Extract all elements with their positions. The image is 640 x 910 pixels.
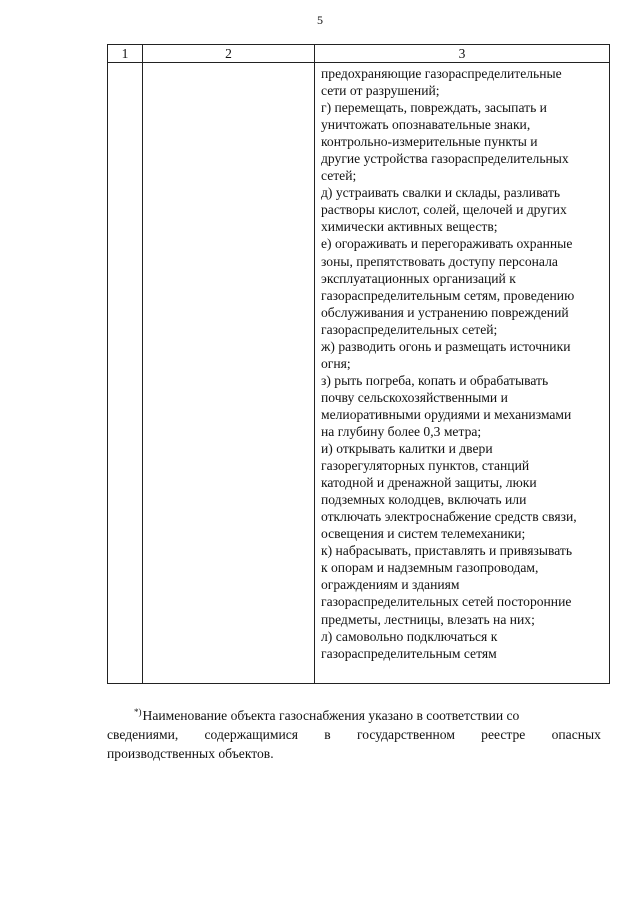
- footnote-line-2: [107, 725, 601, 744]
- table-text-line: катодной и дренажной защиты, люки: [321, 475, 537, 491]
- footnote-word: реестре: [481, 727, 526, 742]
- table-text-line: химически активных веществ;: [321, 219, 498, 235]
- table-text-line: контрольно-измерительные пункты и: [321, 134, 538, 150]
- table-text-line: и) открывать калитки и двери: [321, 441, 493, 457]
- footnote-line-3: производственных объектов.: [107, 746, 274, 761]
- table-text-line: предметы, лестницы, влезать на них;: [321, 611, 535, 627]
- prohibitions-text: [315, 63, 609, 662]
- table-text-line: зоны, препятствовать доступу персонала: [321, 253, 558, 269]
- table-text-line: предохраняющие газораспределительные: [321, 66, 562, 81]
- table-text-line: к опорам и надземным газопроводам,: [321, 560, 539, 576]
- column-header-1: 1: [108, 45, 143, 63]
- table-text-line: сетей;: [321, 168, 357, 184]
- cell-column-2: [143, 63, 315, 684]
- table-text-line: газораспределительных сетей;: [321, 321, 498, 337]
- table-text-line: газораспределительным сетям: [321, 645, 497, 661]
- table-text-line: на глубину более 0,3 метра;: [321, 423, 482, 439]
- table-header-row: [108, 45, 610, 63]
- table-text-line: растворы кислот, солей, щелочей и других: [321, 202, 567, 218]
- footnote-word: государственном: [356, 727, 455, 742]
- table-text-line: огня;: [321, 355, 351, 371]
- table-row: [108, 63, 610, 684]
- table-text-line: л) самовольно подключаться к: [321, 628, 498, 644]
- table-text-line: подземных колодцев, включать или: [321, 492, 527, 508]
- column-header-2: 2: [143, 45, 315, 63]
- table-text-line: отключать электроснабжение средств связи,: [321, 509, 577, 525]
- table-text-line: газораспределительным сетям, проведению: [321, 287, 575, 303]
- table-text-line: газораспределительных сетей посторонние: [321, 594, 572, 610]
- prohibitions-table: [107, 44, 610, 684]
- column-header-3: 3: [315, 45, 610, 63]
- table-text-line: з) рыть погреба, копать и обрабатывать: [321, 372, 549, 388]
- page-number: 5: [317, 13, 323, 27]
- table-text-line: другие устройства газораспределительных: [321, 151, 569, 167]
- table-text-line: к) набрасывать, приставлять и привязывать: [321, 543, 573, 559]
- footnote-line-1: [107, 703, 601, 725]
- footnote-word: содержащимися: [204, 727, 299, 742]
- table-text-line: мелиоративными орудиями и механизмами: [321, 406, 572, 422]
- table-text-line: обслуживания и устранению повреждений: [321, 304, 569, 320]
- table-text-line: сети от разрушений;: [321, 83, 440, 99]
- table-text-line: эксплуатационных организаций к: [321, 270, 516, 286]
- footnote-line-1-text: Наименование объекта газоснабжения указано в соответствии со: [142, 708, 520, 723]
- table-text-line: почву сельскохозяйственными и: [321, 389, 508, 405]
- footnote-word: в: [324, 727, 331, 742]
- table-text-line: газорегуляторных пунктов, станций: [321, 458, 530, 474]
- table-text-line: освещения и систем телемеханики;: [321, 526, 526, 542]
- table-text-line: д) устраивать свалки и склады, разливать: [321, 185, 561, 201]
- table-text-line: е) огораживать и перегораживать охранные: [321, 236, 573, 252]
- table-text-line: уничтожать опознавательные знаки,: [321, 117, 531, 133]
- table-text-line: ограждениям и зданиям: [321, 577, 460, 593]
- footnote-word: сведениями,: [107, 727, 179, 742]
- footnote: [107, 703, 601, 763]
- table-text-line: ж) разводить огонь и размещать источники: [321, 338, 571, 354]
- footnote-word: опасных: [551, 727, 601, 742]
- cell-column-3: [315, 63, 610, 684]
- cell-column-1: [108, 63, 143, 684]
- table-text-line: г) перемещать, повреждать, засыпать и: [321, 100, 547, 116]
- footnote-mark: *): [134, 707, 142, 717]
